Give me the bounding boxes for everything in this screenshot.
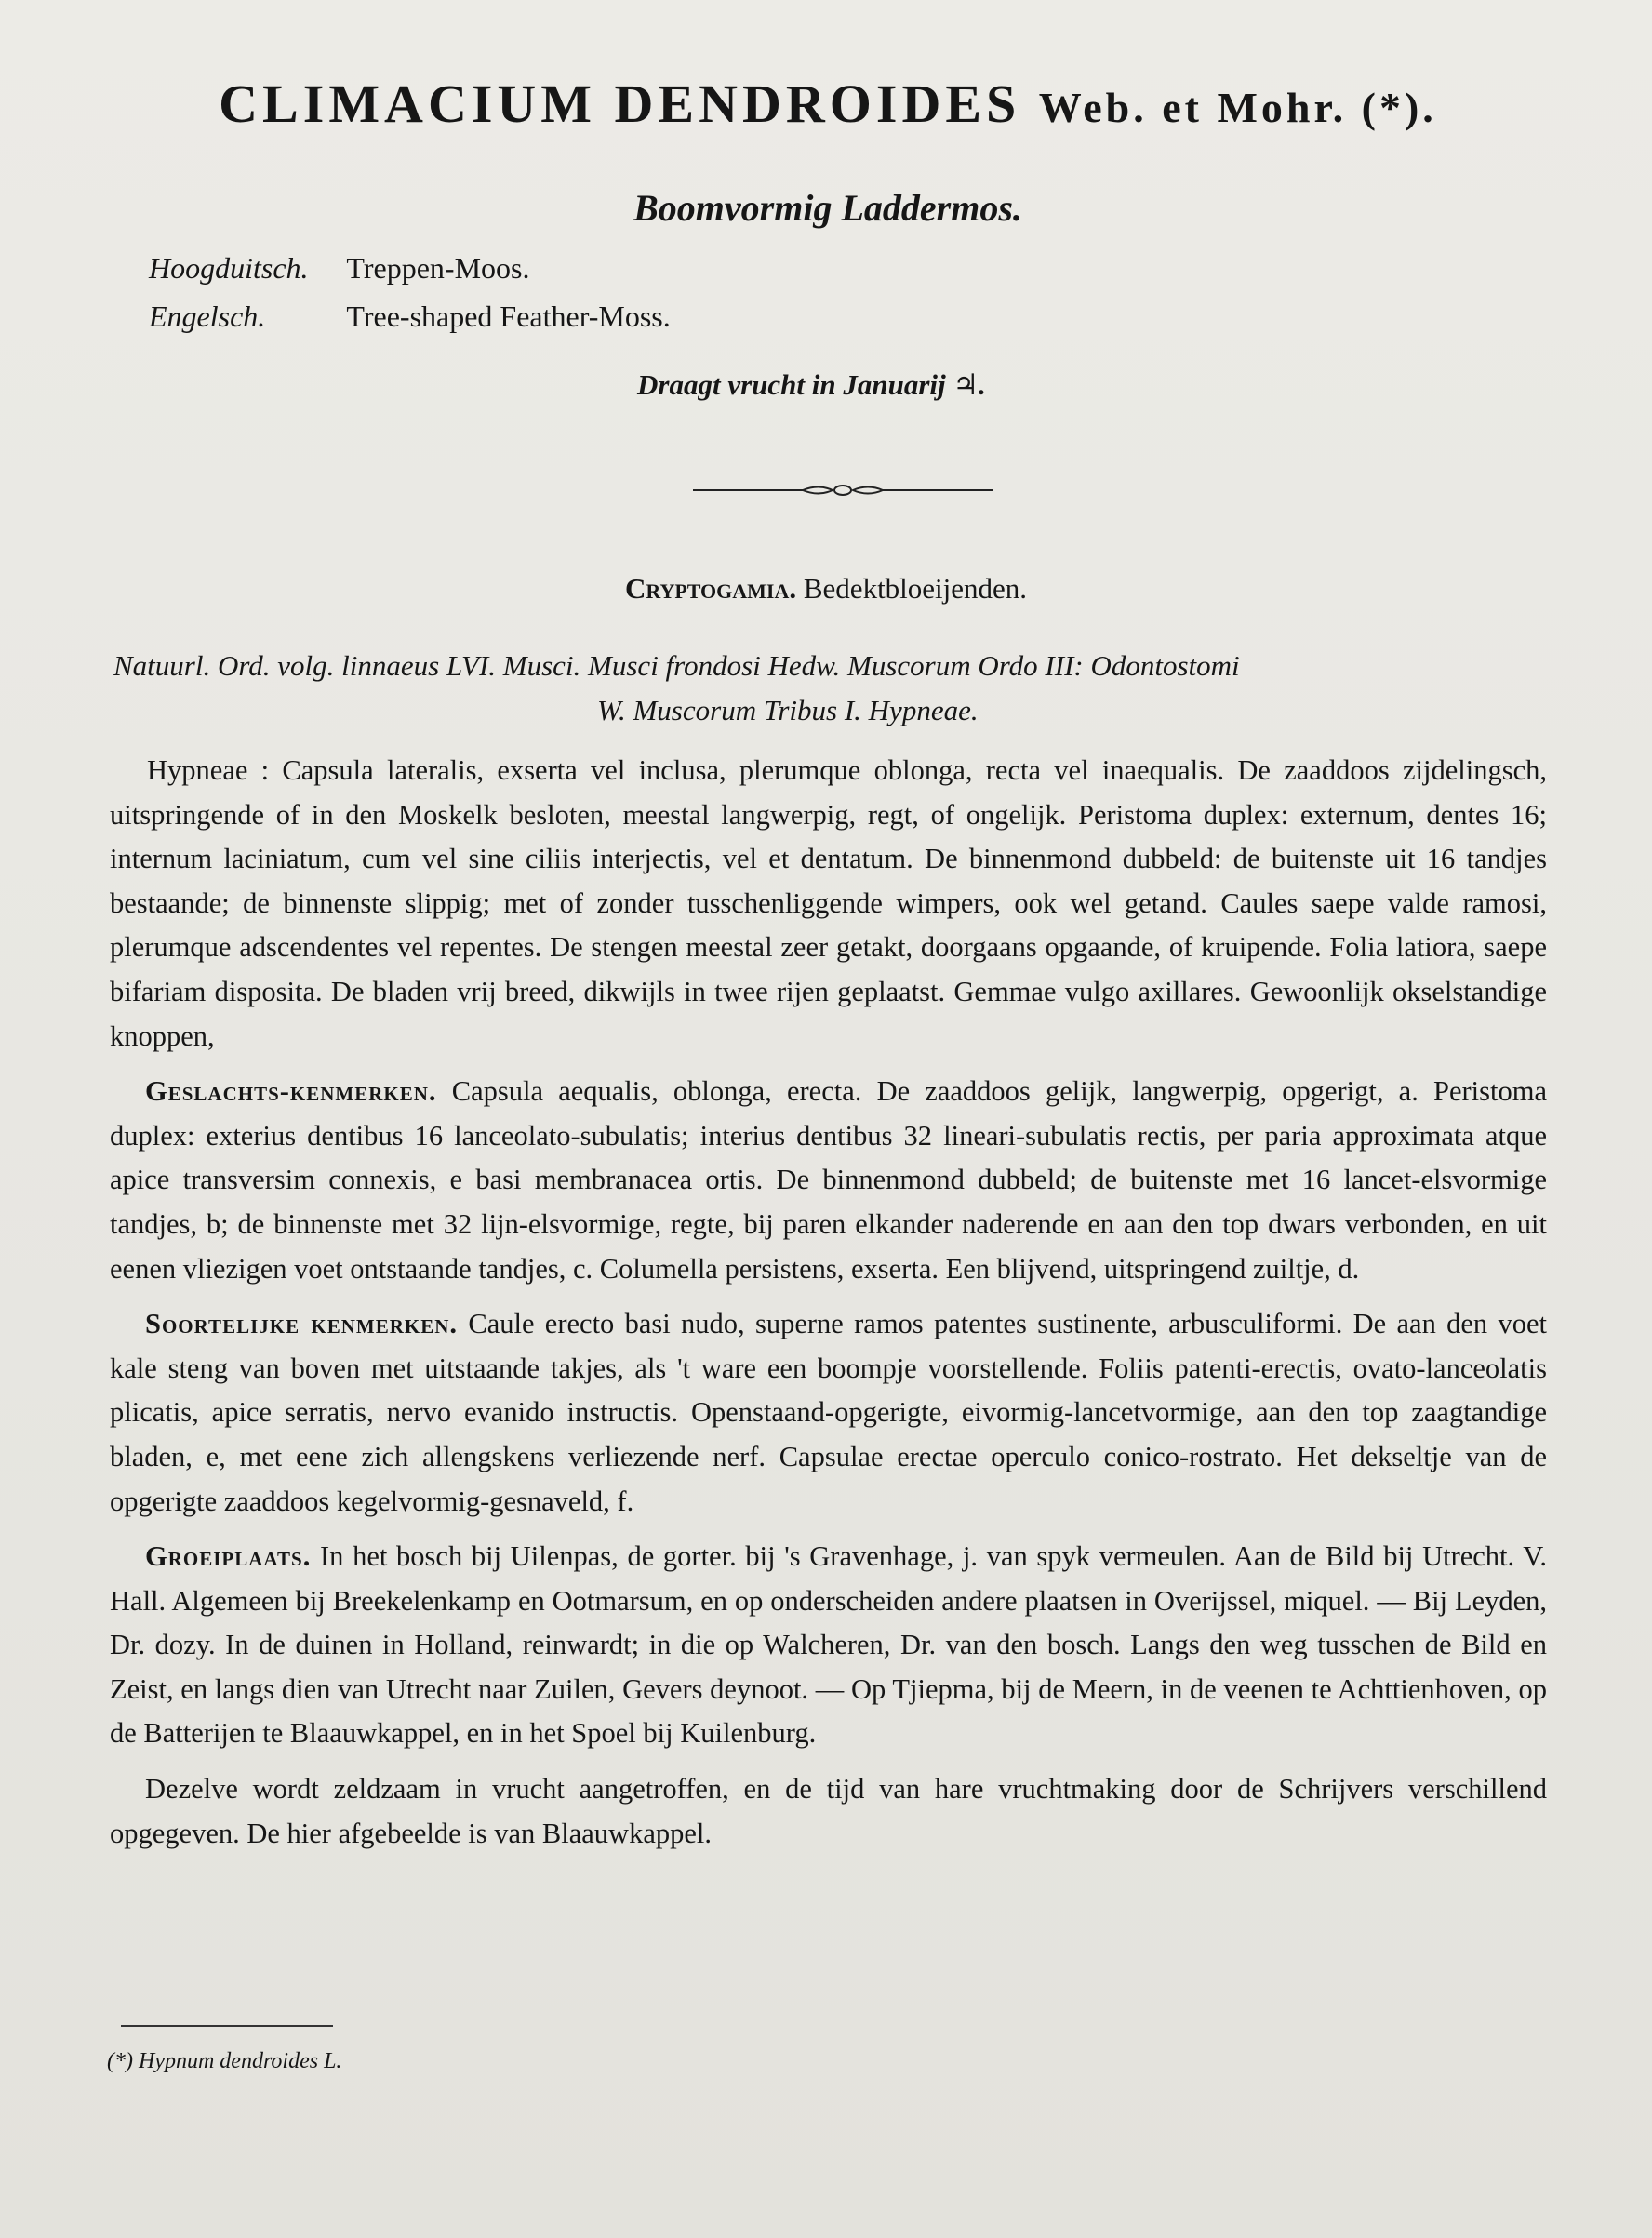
title-authority: Web. et Mohr. (*). bbox=[1038, 84, 1437, 131]
fruiting-note: Draagt vrucht in Januarij ♃. bbox=[637, 368, 986, 401]
footnote: (*) Hypnum dendroides L. bbox=[107, 2049, 342, 2073]
order-line-1: Natuurl. Ord. volg. linnaeus LVI. Musci. Musci frondosi Hedw. Muscorum Ordo III: Odontostomi bbox=[113, 649, 1240, 682]
genus-characters-text: Capsula aequalis, oblonga, erecta. De zaaddoos gelijk, langwerpig, opgerigt, a. Peristoma duplex: exterius dentibus 16 lanceolato-subulatis; interius dentibus 32 lineari-subulatis rectis, per paria approximata atque apice transversim connexis, e basi membranacea ortis. De binnenmond dubbeld; de buitenste met 16 lancet-elsvormige tandjes, b; de binnenste met 32 lijn-elsvormige, regte, bij paren elkander naderende en aan den top dwars verbonden, en uit eenen vliezigen voet ontstaande tandjes, c. Columella persistens, exserta. Een blijvend, uitspringend zuiltje, d. bbox=[110, 1075, 1548, 1285]
ornamental-divider bbox=[693, 484, 993, 497]
synonym-language: Engelsch. bbox=[149, 300, 266, 333]
synonym-row-english bbox=[149, 300, 671, 334]
species-characters-label: Soortelijke kenmerken. bbox=[145, 1308, 459, 1340]
species-characters-text: Caule erecto basi nudo, superne ramos patentes sustinente, arbusculiformi. De aan den voet kale steng van boven met uitstaande takjes, als 't ware een boompje voorstellende. Foliis patenti-erectis, ovato-lanceolatis plicatis, apice serratis, nervo evanido instructis. Openstaand-opgerigte, eivormig-lancetvormige, aan den top zaagtandige bladen, e, met eene zich allengskens verliezende nerf. Capsulae erectae operculo conico-rostrato. Het dekseltje van de opgerigte zaaddoos kegelvormig-gesnaveld, f. bbox=[110, 1308, 1547, 1517]
paragraph-habitat bbox=[110, 1535, 1547, 1756]
classification-class bbox=[0, 572, 1652, 606]
classification-order bbox=[113, 644, 1551, 733]
paragraph-genus-characters bbox=[110, 1070, 1547, 1291]
synonym-name: Treppen-Moos. bbox=[346, 251, 530, 285]
habitat-text: In het bosch bij Uilenpas, de gorter. bij 's Gravenhage, j. van spyk vermeulen. Aan de Bild bij Utrecht. V. Hall. Algemeen bij Breekelenkamp en Ootmarsum, en op onderscheiden andere plaatsen in Overijssel, miquel. — Bij Leyden, Dr. dozy. In de duinen in Holland, reinwardt; in die op Walcheren, Dr. van den bosch. Langs den weg tusschen de Bild en Zeist, en langs dien van Utrecht naar Zuilen, Gevers deynoot. — Op Tjiepma, bij de Meern, in de veenen te Achttienhoven, op de Batterijen te Blaauwkappel, en in het Spoel bij Kuilenburg. bbox=[110, 1540, 1547, 1750]
synonym-row-german bbox=[149, 251, 529, 286]
footnote-divider bbox=[121, 2025, 333, 2027]
synonym-name: Tree-shaped Feather-Moss. bbox=[346, 300, 671, 333]
paragraph-species-characters bbox=[110, 1302, 1547, 1524]
genus-characters-label: Geslachts-kenmerken. bbox=[145, 1075, 437, 1108]
order-line-2: W. Muscorum Tribus I. Hypneae. bbox=[597, 694, 979, 726]
paragraph-hypneae: Hypneae : Capsula lateralis, exserta vel inclusa, plerumque oblonga, recta vel inaequalis. De zaaddoos zijdelingsch, uitspringende of in den Moskelk besloten, meestal langwerpig, regt, of ongelijk. Peristoma duplex: externum, dentes 16; internum laciniatum, cum vel sine ciliis interjectis, vel et dentatum. De binnenmond dubbeld: de buitenste uit 16 tandjes bestaande; de binnenste slippig; met of zonder tusschenliggende wimpers, ook wel getand. Caules saepe valde ramosi, plerumque adscendentes vel repentes. De stengen meestal zeer getakt, doorgaans opgaande, of kruipende. Folia latiora, saepe bifariam disposita. De bladen vrij breed, dikwijls in twee rijen geplaatst. Gemmae vulgo axillares. Gewoonlijk okselstandige knoppen, bbox=[110, 754, 1547, 1052]
description-body bbox=[110, 749, 1547, 1867]
dutch-name: Boomvormig Laddermos. bbox=[633, 187, 1022, 229]
class-label: Cryptogamia. bbox=[624, 572, 797, 605]
page-title bbox=[121, 73, 1535, 135]
class-name: Bedektbloeijenden. bbox=[803, 572, 1028, 605]
synonym-language: Hoogduitsch. bbox=[149, 251, 309, 285]
habitat-label: Groeiplaats. bbox=[145, 1540, 312, 1573]
paragraph-closing: Dezelve wordt zeldzaam in vrucht aangetroffen, en de tijd van hare vruchtmaking door de Schrijvers verschillend opgegeven. De hier afgebeelde is van Blaauwkappel. bbox=[110, 1773, 1547, 1849]
title-genus-species: CLIMACIUM DENDROIDES bbox=[219, 73, 1021, 134]
